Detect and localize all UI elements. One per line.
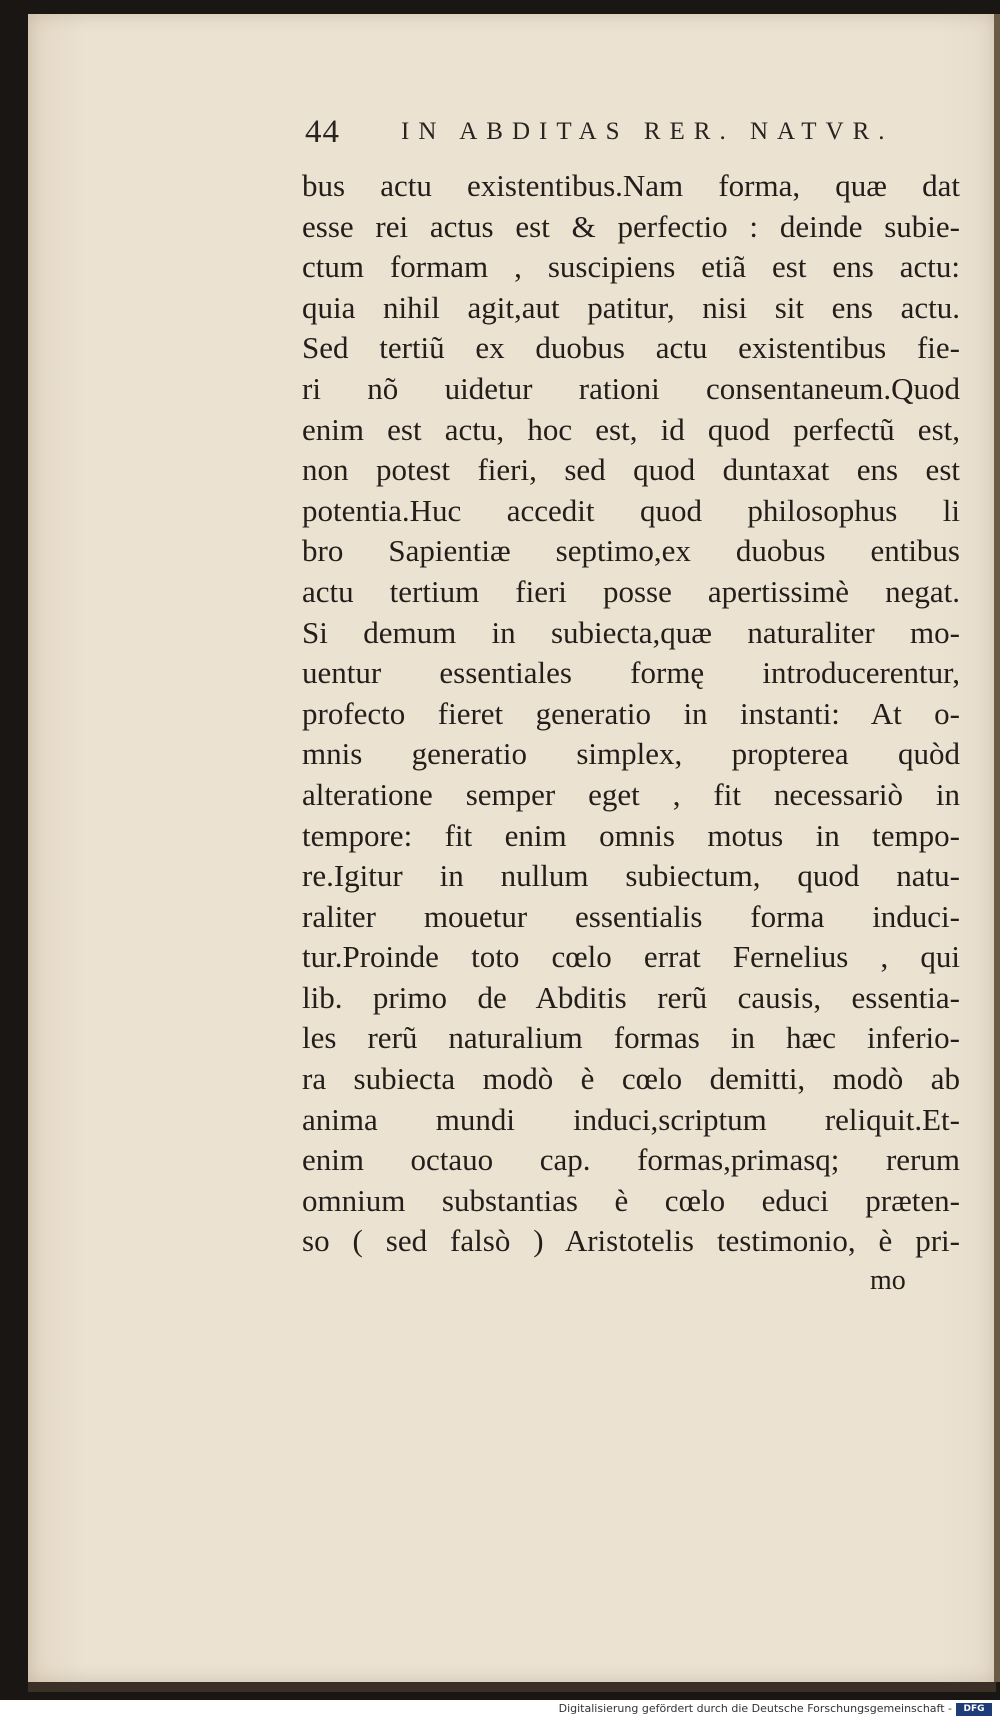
text-line: esse rei actus est & perfectio : deinde subie- (302, 208, 960, 244)
text-line: ctum formam , suscipiens etiã est ens actu: (302, 249, 960, 285)
text-line: Sed tertiũ ex duobus actu existentibus fie- (302, 330, 960, 366)
text-line: tur.Proinde toto cœlo errat Fernelius , qui (302, 939, 960, 975)
text-line: anima mundi induci,scriptum reliquit.Et- (302, 1101, 960, 1137)
text-line: profecto fieret generatio in instanti: At o- (302, 695, 960, 731)
text-line: alteratione semper eget , fit necessariò in (302, 776, 960, 812)
catchword: mo (870, 1265, 906, 1296)
text-line: bro Sapientiæ septimo,ex duobus entibus (302, 533, 960, 569)
digitization-footer (0, 1700, 1000, 1720)
footer-credit: Digitalisierung gefördert durch die Deutsche Forschungsgemeinschaft - (558, 1702, 952, 1715)
body-text (302, 166, 960, 1262)
text-line: potentia.Huc accedit quod philosophus li (302, 492, 960, 528)
text-line: lib. primo de Abditis rerũ causis, essentia- (302, 979, 960, 1015)
dfg-logo: DFG (956, 1703, 992, 1716)
text-line: raliter mouetur essentialis forma induci- (302, 898, 960, 934)
text-line: omnium substantias è cœlo educi præten- (302, 1182, 960, 1218)
text-line: ra subiecta modò è cœlo demitti, modò ab (302, 1061, 960, 1097)
text-line: enim est actu, hoc est, id quod perfectũ est, (302, 411, 960, 447)
text-line: tempore: fit enim omnis motus in tempo- (302, 817, 960, 853)
text-line: enim octauo cap. formas,primasq; rerum (302, 1142, 960, 1178)
page-header (305, 114, 925, 158)
text-line: les rerũ naturalium formas in hæc inferio- (302, 1020, 960, 1056)
text-line: mnis generatio simplex, propterea quòd (302, 736, 960, 772)
text-line: actu tertium fieri posse apertissimè negat. (302, 573, 960, 609)
text-line: re.Igitur in nullum subiectum, quod natu- (302, 858, 960, 894)
running-head: IN ABDITAS RER. NATVR. (401, 118, 894, 145)
page-number: 44 (305, 114, 340, 150)
page-edge (994, 14, 1000, 1682)
text-line: non potest fieri, sed quod duntaxat ens est (302, 452, 960, 488)
text-line: bus actu existentibus.Nam forma, quæ dat (302, 168, 960, 203)
text-line: ri nõ uidetur rationi consentaneum.Quod (302, 370, 960, 406)
text-line: uentur essentiales formę introducerentur, (302, 655, 960, 691)
text-line: quia nihil agit,aut patitur, nisi sit ens actu. (302, 289, 960, 325)
text-line: so ( sed falsò ) Aristotelis testimonio, è pri- (302, 1223, 960, 1259)
text-line: Si demum in subiecta,quæ naturaliter mo- (302, 614, 960, 650)
page-bottom-edge (28, 1682, 996, 1692)
